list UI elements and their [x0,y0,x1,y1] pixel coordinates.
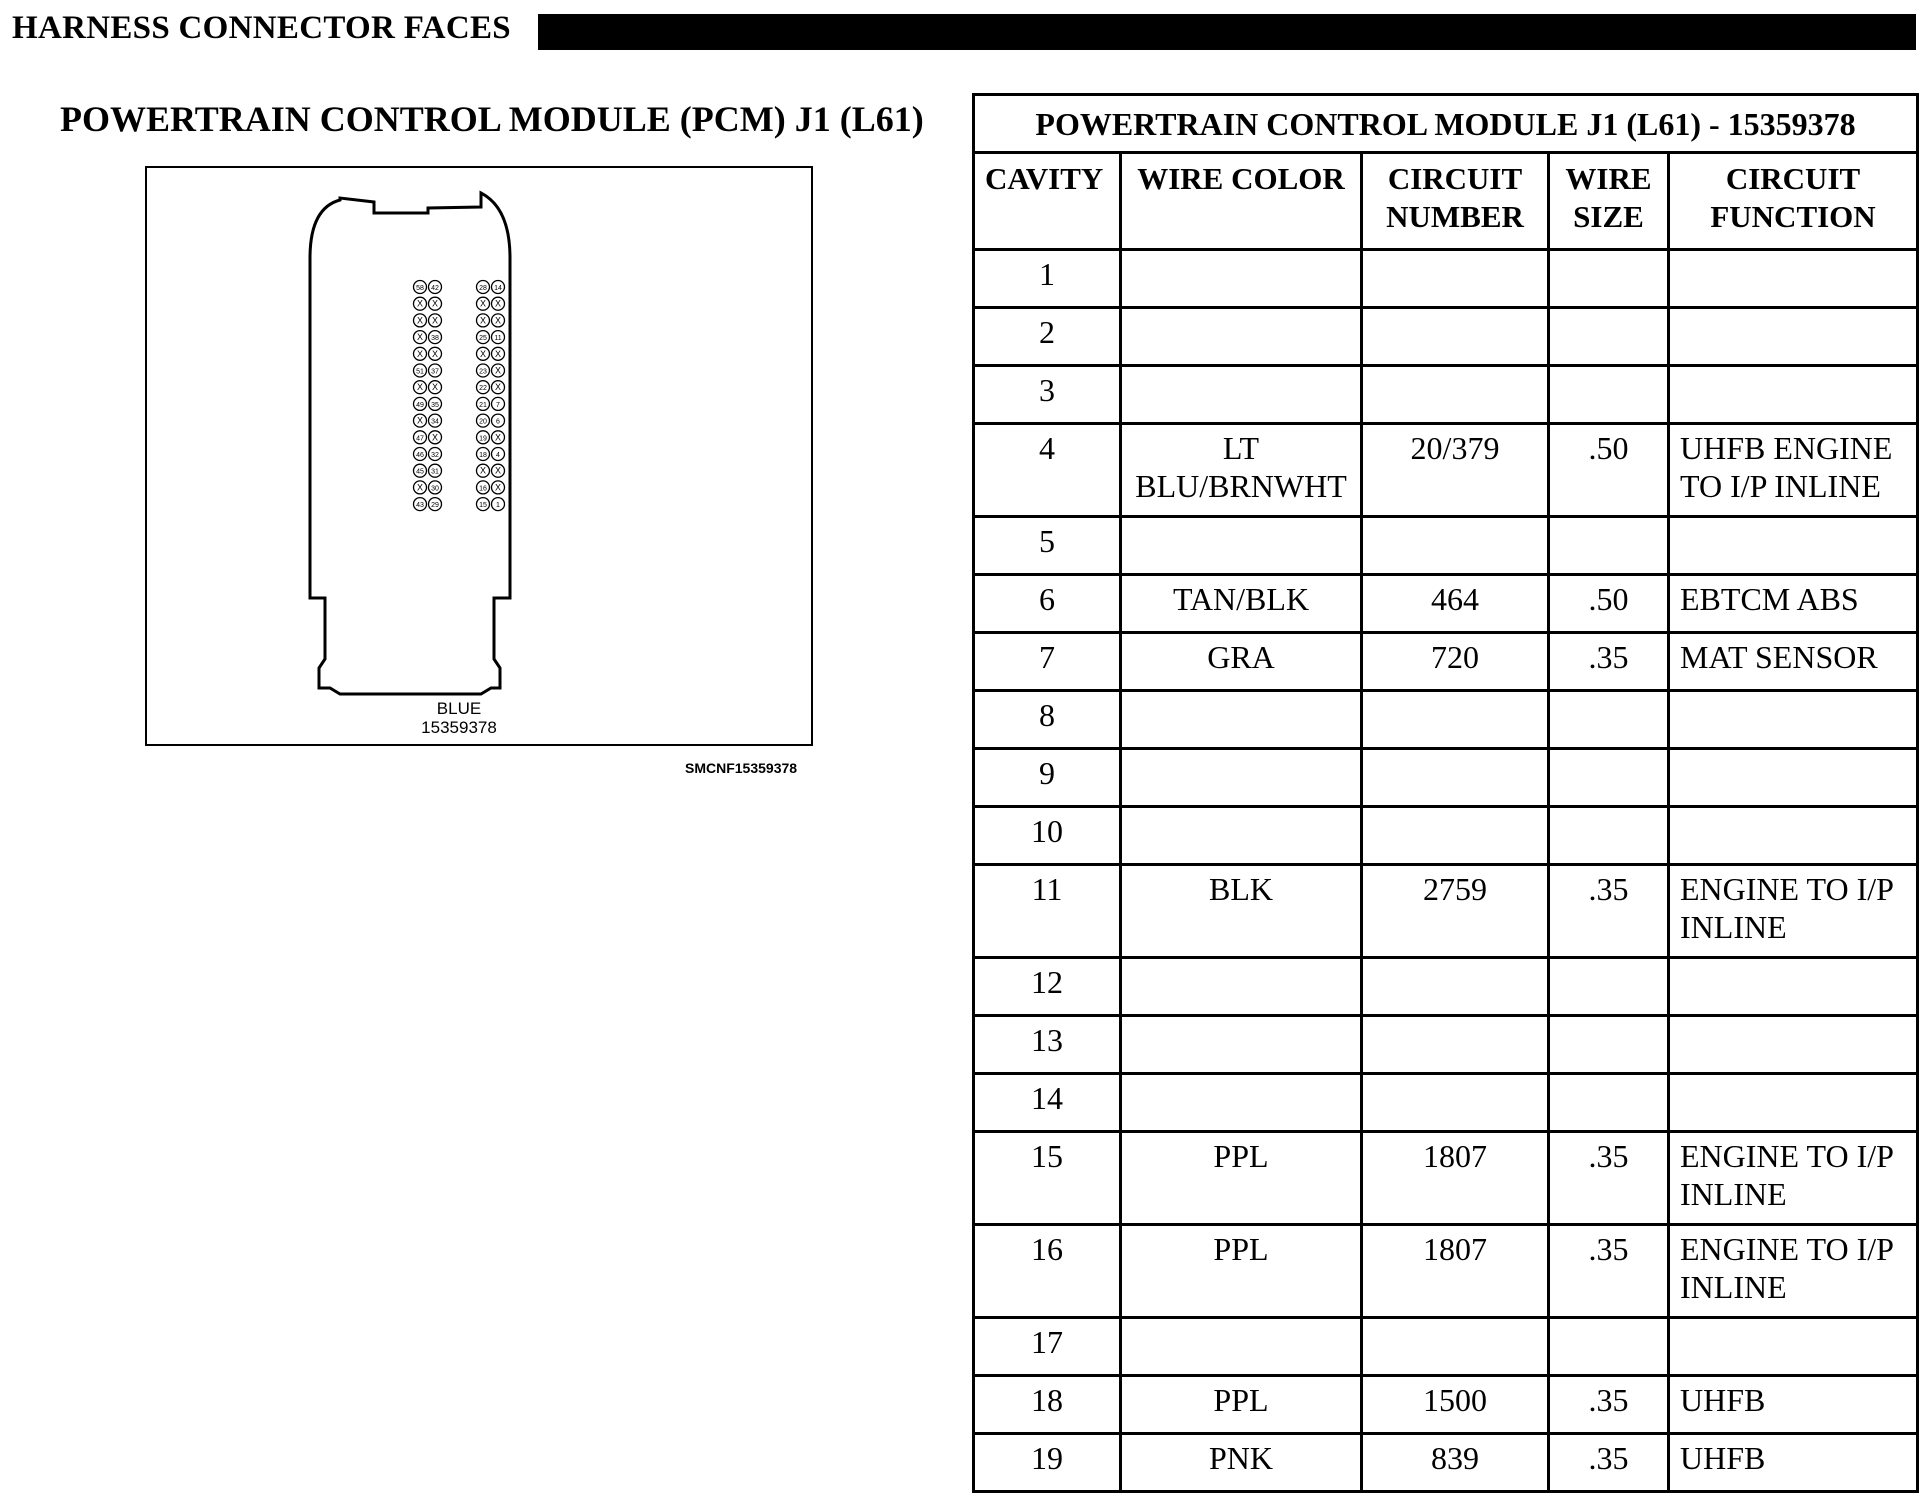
pin-label: X [416,298,424,309]
cell-wire-color [1121,691,1362,749]
cell-circuit: 2759 [1362,865,1549,958]
cell-size: .35 [1549,633,1669,691]
pin-label: 38 [431,335,439,343]
pin-label: 21 [479,401,487,409]
pin-label: X [479,348,487,359]
pin-label: 15 [479,502,487,510]
col-wire-size-header: WIRE SIZE [1549,153,1669,250]
pin-label: X [431,298,439,309]
cell-wire-color: PPL [1121,1376,1362,1434]
pin-label: X [431,315,439,326]
cell-cavity: 8 [974,691,1121,749]
col-circuit-function-header: CIRCUIT FUNCTION [1669,153,1918,250]
cell-size [1549,958,1669,1016]
cell-function: UHFB [1669,1434,1918,1492]
cell-function [1669,958,1918,1016]
table-row [974,1074,1918,1132]
pin-label: X [479,315,487,326]
cell-size [1549,749,1669,807]
pin-label: X [416,482,424,493]
pin-label: 7 [496,401,500,409]
cell-wire-color [1121,366,1362,424]
pin-label: X [479,465,487,476]
table-row [974,250,1918,308]
pin-label: X [494,482,502,493]
cell-wire-color: PPL [1121,1225,1362,1318]
table-row [974,517,1918,575]
pin-label: 46 [416,452,424,459]
cell-cavity: 11 [974,865,1121,958]
cell-circuit [1362,749,1549,807]
cell-circuit [1362,691,1549,749]
pin-label: X [416,348,424,359]
cell-cavity: 19 [974,1434,1121,1492]
page-title: HARNESS CONNECTOR FACES [12,10,511,46]
pin-label: 31 [431,468,439,476]
pin-label: 42 [431,285,439,292]
pin-label: 6 [496,418,500,426]
cell-function [1669,250,1918,308]
cell-size: .35 [1549,1434,1669,1492]
cell-circuit: 1500 [1362,1376,1549,1434]
cell-function: ENGINE TO I/P INLINE [1669,1225,1918,1318]
cell-size [1549,250,1669,308]
pin-label: 51 [416,368,424,376]
cell-wire-color: GRA [1121,633,1362,691]
cell-cavity: 15 [974,1132,1121,1225]
cell-size: .50 [1549,575,1669,633]
table-row [974,424,1918,517]
cell-size [1549,366,1669,424]
pin-label: X [431,382,439,393]
pin-label: 49 [416,401,424,409]
table-row [974,1225,1918,1318]
pin-label: 1 [496,502,500,510]
cell-circuit: 20/379 [1362,424,1549,517]
pin-label: 25 [479,335,487,343]
cell-function: UHFB [1669,1376,1918,1434]
pin-label: X [431,348,439,359]
cell-cavity: 13 [974,1016,1121,1074]
pin-group-left [414,281,442,511]
cell-size [1549,1318,1669,1376]
pin-label: 58 [416,285,424,292]
cell-cavity: 18 [974,1376,1121,1434]
cell-function [1669,308,1918,366]
cell-circuit: 1807 [1362,1225,1549,1318]
table-row [974,575,1918,633]
cell-wire-color: PNK [1121,1434,1362,1492]
col-cavity-header: CAVITY [974,153,1121,250]
cell-circuit [1362,250,1549,308]
pin-label: 30 [431,485,439,493]
cell-circuit [1362,308,1549,366]
cell-size [1549,517,1669,575]
pin-label: 29 [431,502,439,510]
cell-function: ENGINE TO I/P INLINE [1669,865,1918,958]
col-circuit-number-header: CIRCUIT NUMBER [1362,153,1549,250]
table-row [974,1434,1918,1492]
cell-cavity: 9 [974,749,1121,807]
cell-circuit: 839 [1362,1434,1549,1492]
pin-label: 35 [431,401,439,409]
cell-wire-color [1121,1318,1362,1376]
cell-size [1549,308,1669,366]
cell-circuit [1362,1074,1549,1132]
pin-label: 37 [431,368,439,376]
cell-function [1669,1318,1918,1376]
cell-size: .50 [1549,424,1669,517]
cell-function [1669,366,1918,424]
cell-function [1669,1016,1918,1074]
table-row [974,807,1918,865]
cell-size: .35 [1549,1225,1669,1318]
cell-function [1669,807,1918,865]
table-row [974,1132,1918,1225]
pin-label: X [416,332,424,343]
table-row [974,865,1918,958]
pin-label: X [494,298,502,309]
cell-wire-color: TAN/BLK [1121,575,1362,633]
cell-size [1549,1016,1669,1074]
cell-circuit [1362,807,1549,865]
cell-wire-color [1121,749,1362,807]
pin-label: X [479,298,487,309]
pin-label: 34 [431,418,439,426]
pin-label: 14 [494,285,502,292]
pin-label: 45 [416,468,424,476]
table-row [974,1318,1918,1376]
cell-size: .35 [1549,865,1669,958]
pin-label: X [494,348,502,359]
cell-wire-color [1121,1016,1362,1074]
pin-label: X [416,315,424,326]
cell-circuit: 464 [1362,575,1549,633]
cell-cavity: 6 [974,575,1121,633]
pin-label: 28 [479,285,487,292]
pin-label: X [494,432,502,443]
pin-label: X [494,315,502,326]
cell-function [1669,517,1918,575]
table-row [974,749,1918,807]
connector-face-drawing [147,168,811,744]
connector-title: POWERTRAIN CONTROL MODULE (PCM) J1 (L61) [60,99,924,139]
pinout-table [972,93,1919,1493]
table-row [974,366,1918,424]
cell-cavity: 16 [974,1225,1121,1318]
cell-cavity: 7 [974,633,1121,691]
connector-part-number: 15359378 [421,718,497,737]
cell-cavity: 2 [974,308,1121,366]
cell-function: MAT SENSOR [1669,633,1918,691]
pin-label: 16 [479,485,487,493]
cell-cavity: 14 [974,1074,1121,1132]
cell-cavity: 4 [974,424,1121,517]
cell-function: UHFB ENGINE TO I/P INLINE [1669,424,1918,517]
pin-label: X [494,382,502,393]
diagram-reference: SMCNF15359378 [685,760,798,776]
cell-circuit [1362,517,1549,575]
pin-label: X [494,365,502,376]
table-row [974,958,1918,1016]
pin-label: X [431,432,439,443]
cell-wire-color [1121,517,1362,575]
pin-label: 4 [496,452,500,459]
pin-label: 47 [416,435,424,443]
cell-wire-color: LT BLU/BRNWHT [1121,424,1362,517]
cell-wire-color: BLK [1121,865,1362,958]
cell-function: EBTCM ABS [1669,575,1918,633]
table-row [974,1376,1918,1434]
cell-function [1669,691,1918,749]
cell-circuit [1362,1318,1549,1376]
cell-cavity: 10 [974,807,1121,865]
table-row [974,1016,1918,1074]
cell-wire-color [1121,1074,1362,1132]
pin-label: X [494,465,502,476]
cell-circuit [1362,366,1549,424]
table-header-row [974,153,1918,250]
pin-label: 32 [431,452,439,459]
connector-diagram [145,166,813,746]
cell-function [1669,749,1918,807]
cell-cavity: 12 [974,958,1121,1016]
cell-circuit: 720 [1362,633,1549,691]
header-bar [538,14,1916,50]
pin-label: 22 [479,385,487,393]
pin-label: 19 [479,435,487,443]
pin-label: 11 [494,335,502,343]
cell-size: .35 [1549,1132,1669,1225]
cell-circuit: 1807 [1362,1132,1549,1225]
col-wire-color-header: WIRE COLOR [1121,153,1362,250]
cell-cavity: 5 [974,517,1121,575]
cell-circuit [1362,1016,1549,1074]
cell-function [1669,1074,1918,1132]
pin-label: X [416,415,424,426]
cell-wire-color [1121,958,1362,1016]
cell-wire-color [1121,308,1362,366]
cell-size [1549,807,1669,865]
cell-wire-color [1121,250,1362,308]
cell-size: .35 [1549,1376,1669,1434]
cell-cavity: 1 [974,250,1121,308]
connector-color-label: BLUE [436,699,482,718]
pin-group-right [477,281,505,511]
table-row [974,691,1918,749]
cell-wire-color [1121,807,1362,865]
cell-size [1549,691,1669,749]
pin-label: 43 [416,502,424,510]
pin-label: X [416,382,424,393]
table-title: POWERTRAIN CONTROL MODULE J1 (L61) - 15359378 [974,95,1918,153]
table-row [974,308,1918,366]
pin-label: 23 [479,368,487,376]
cell-function: ENGINE TO I/P INLINE [1669,1132,1918,1225]
cell-wire-color: PPL [1121,1132,1362,1225]
cell-circuit [1362,958,1549,1016]
cell-cavity: 3 [974,366,1121,424]
pin-label: 18 [479,452,487,459]
table-row [974,633,1918,691]
cell-cavity: 17 [974,1318,1121,1376]
pin-label: 20 [479,418,487,426]
cell-size [1549,1074,1669,1132]
